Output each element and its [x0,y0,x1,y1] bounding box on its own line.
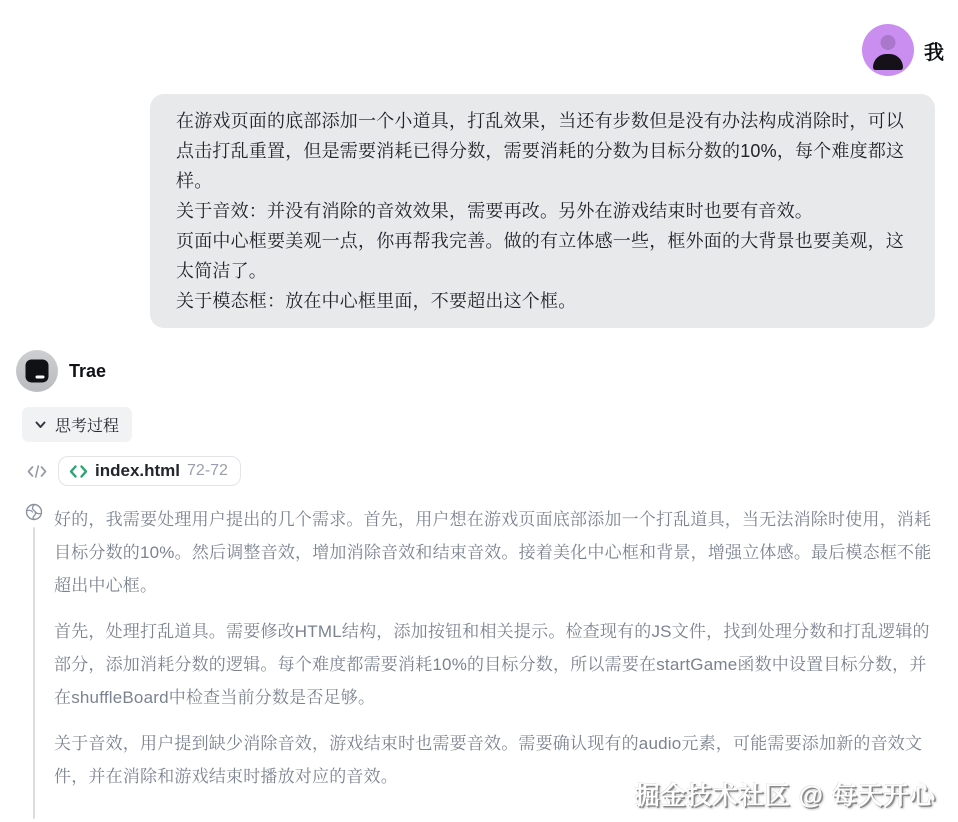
thinking-process-toggle[interactable] [22,407,132,442]
user-name: 我 [924,41,944,64]
chevron-down-icon [35,421,46,429]
watermark: 掘金技术社区 @ 每天开心 [634,782,936,810]
file-chip[interactable] [58,456,241,486]
code-slash-icon [27,464,47,479]
thinking-gutter-line [33,527,35,819]
code-brackets-icon [69,464,88,479]
thinking-paragraph: 好的，我需要处理用户提出的几个需求。首先，用户想在游戏页面底部添加一个打乱道具，当无法消除时使用，消耗目标分数的10%。然后调整音效，增加消除音效和结束音效。接着美化中心框和背景，增强立体感。最后模态框不能超出中心框。 [54,510,932,595]
file-reference-row [27,455,958,487]
user-message-bubble [150,94,935,328]
user-message-paragraph: 页面中心框要美观一点，你再帮我完善。做的有立体感一些，框外面的大背景也要美观，这太简洁了。 [176,231,904,281]
thinking-paragraph: 关于音效，用户提到缺少消除音效，游戏结束时也需要音效。需要确认现有的audio元素，可能需要添加新的音效文件，并在消除和游戏结束时播放对应的音效。 [54,734,923,786]
file-name: index.html [95,461,181,480]
thinking-process-body [25,503,935,819]
user-message-paragraph: 在游戏页面的底部添加一个小道具，打乱效果，当还有步数但是没有办法构成消除时，可以点击打乱重置，但是需要消耗已得分数，需要消耗的分数为目标分数的10%，每个难度都这样。 [176,111,905,191]
assistant-name: Trae [69,360,107,381]
user-message-header [0,24,944,76]
trae-logo-icon [16,350,58,392]
user-message-paragraph: 关于音效：并没有消除的音效效果，需要再改。另外在游戏结束时也要有音效。 [176,201,813,221]
thinking-toggle-label: 思考过程 [55,418,120,435]
user-avatar [862,24,914,76]
file-line-range: 72-72 [187,462,228,479]
assistant-header [16,350,958,392]
user-message-paragraph: 关于模态框：放在中心框里面，不要超出这个框。 [176,291,577,311]
thinking-paragraph: 首先，处理打乱道具。需要修改HTML结构，添加按钮和相关提示。检查现有的JS文件，找到处理分数和打乱逻辑的部分，添加消耗分数的逻辑。每个难度都需要消耗10%的目标分数，所以需要在startGame函数中设置目标分数，并在shuffleBoard中检查当前分数是否足够。 [54,622,930,707]
person-icon [881,35,896,50]
brain-icon [25,503,43,521]
